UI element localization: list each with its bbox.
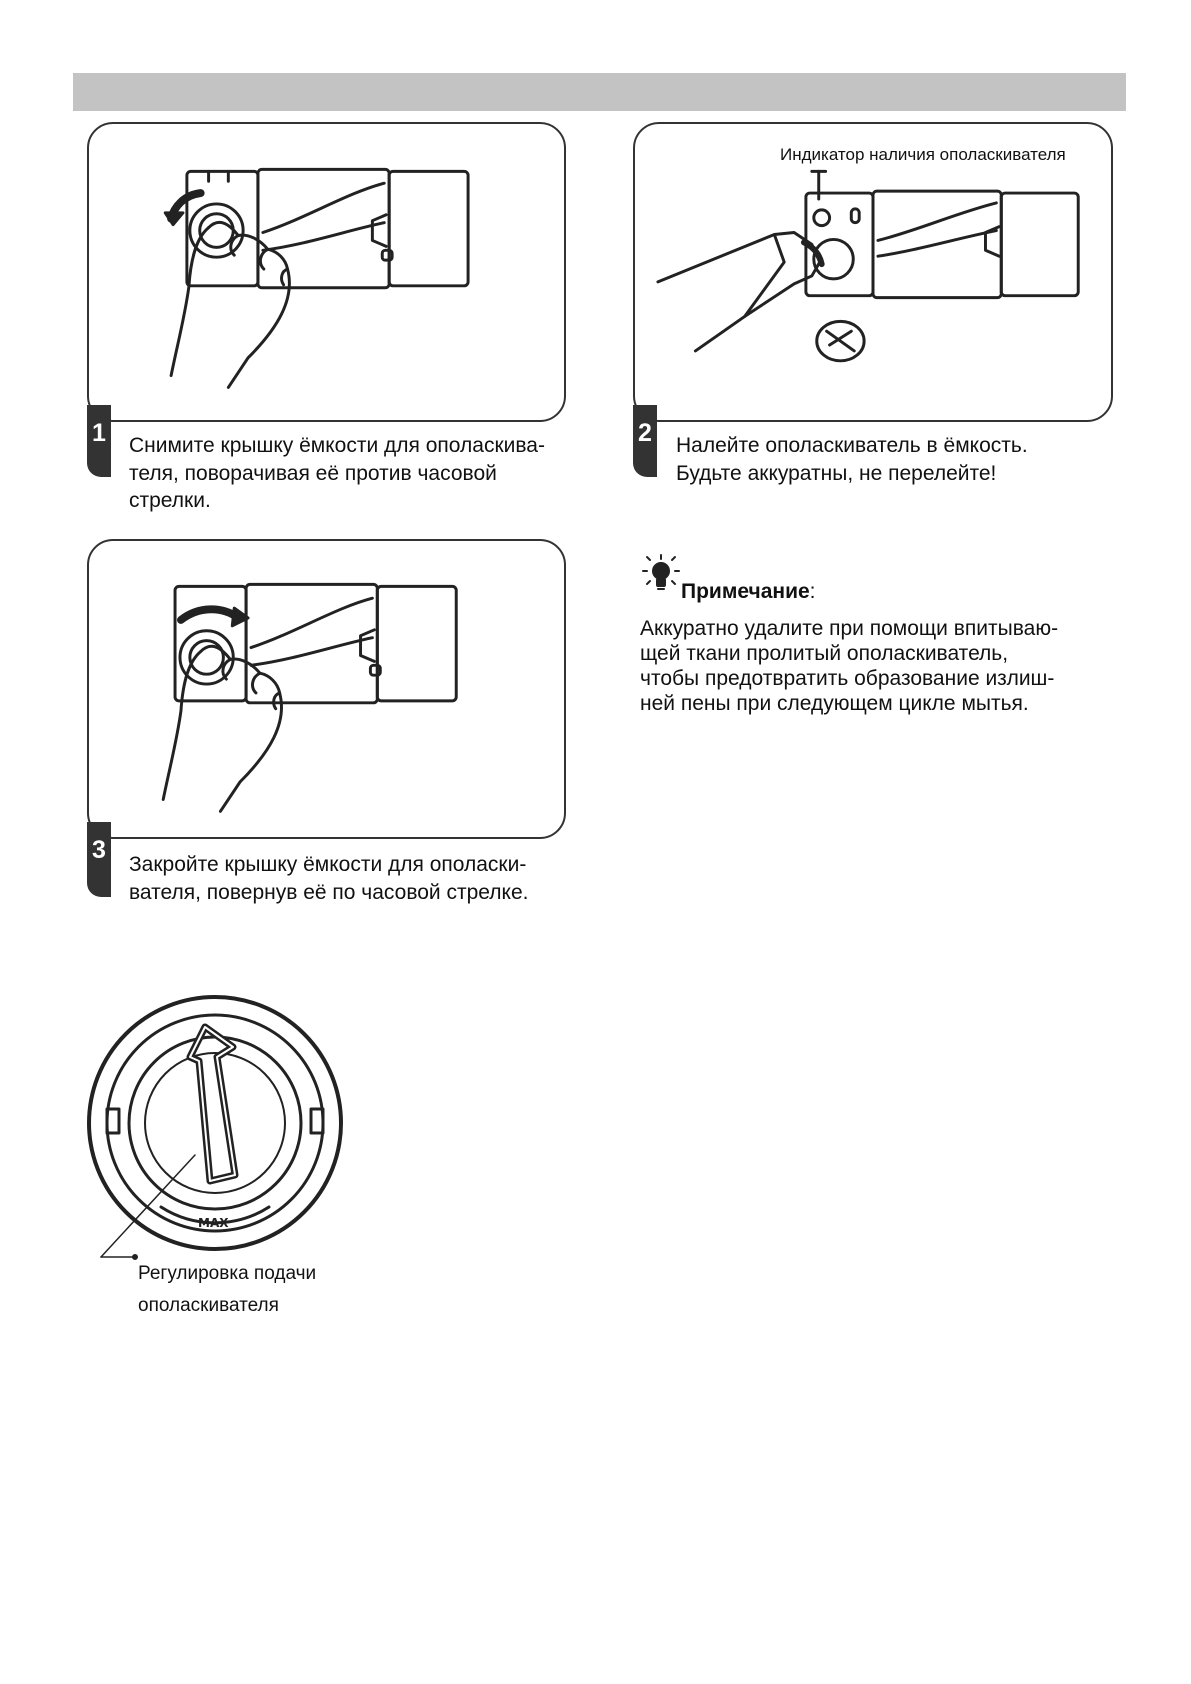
note-title-colon: :: [809, 580, 816, 603]
dial-caption-line: Регулировка подачи: [138, 1263, 317, 1284]
step-1-text: [129, 432, 589, 515]
note-body: [640, 616, 1058, 716]
step-3-illustration: [87, 539, 566, 839]
step-2-text: [676, 432, 1136, 487]
dial-max-label: MAX: [198, 1216, 229, 1230]
step-2-number: 2: [633, 405, 657, 477]
step-1-line: стрелки.: [129, 489, 211, 512]
note-title-text: Примечание: [681, 580, 810, 603]
step-1-line: Снимите крышку ёмкости для ополаскива-: [129, 434, 545, 457]
pouring-rinse-aid-drawing: [635, 124, 1111, 420]
step-1-illustration: [87, 122, 566, 422]
step-3-line: Закройте крышку ёмкости для ополаски-: [129, 853, 527, 876]
note-line: чтобы предотвратить образование излиш-: [640, 667, 1055, 690]
dial-caption-line: ополаскивателя: [138, 1295, 279, 1316]
indicator-label: Индикатор наличия ополаскивателя: [780, 145, 1066, 164]
step-1-number: 1: [87, 405, 111, 477]
note-line: ней пены при следующем цикле мытья.: [640, 692, 1029, 715]
note-line: щей ткани пролитый ополаскиватель,: [640, 642, 1009, 665]
step-3-line: вателя, повернув её по часовой стрелке.: [129, 880, 529, 904]
step-2-illustration: [633, 122, 1113, 422]
dial-caption: [138, 1258, 316, 1322]
header-bar: [73, 73, 1126, 111]
dispenser-close-drawing: [89, 541, 564, 837]
lightbulb-icon: [641, 553, 681, 597]
step-3-text: [129, 851, 589, 906]
dispenser-open-drawing: [89, 124, 564, 420]
step-1-line: теля, поворачивая её против часовой: [129, 461, 497, 485]
step-2-line: Налейте ополаскиватель в ёмкость.: [676, 434, 1028, 457]
step-3-number: 3: [87, 822, 111, 897]
rinse-aid-dial-drawing: [85, 995, 355, 1260]
step-2-line: Будьте аккуратны, не перелейте!: [676, 461, 997, 485]
note-title: [681, 580, 816, 604]
note-line: Аккуратно удалите при помощи впитываю-: [640, 617, 1059, 640]
